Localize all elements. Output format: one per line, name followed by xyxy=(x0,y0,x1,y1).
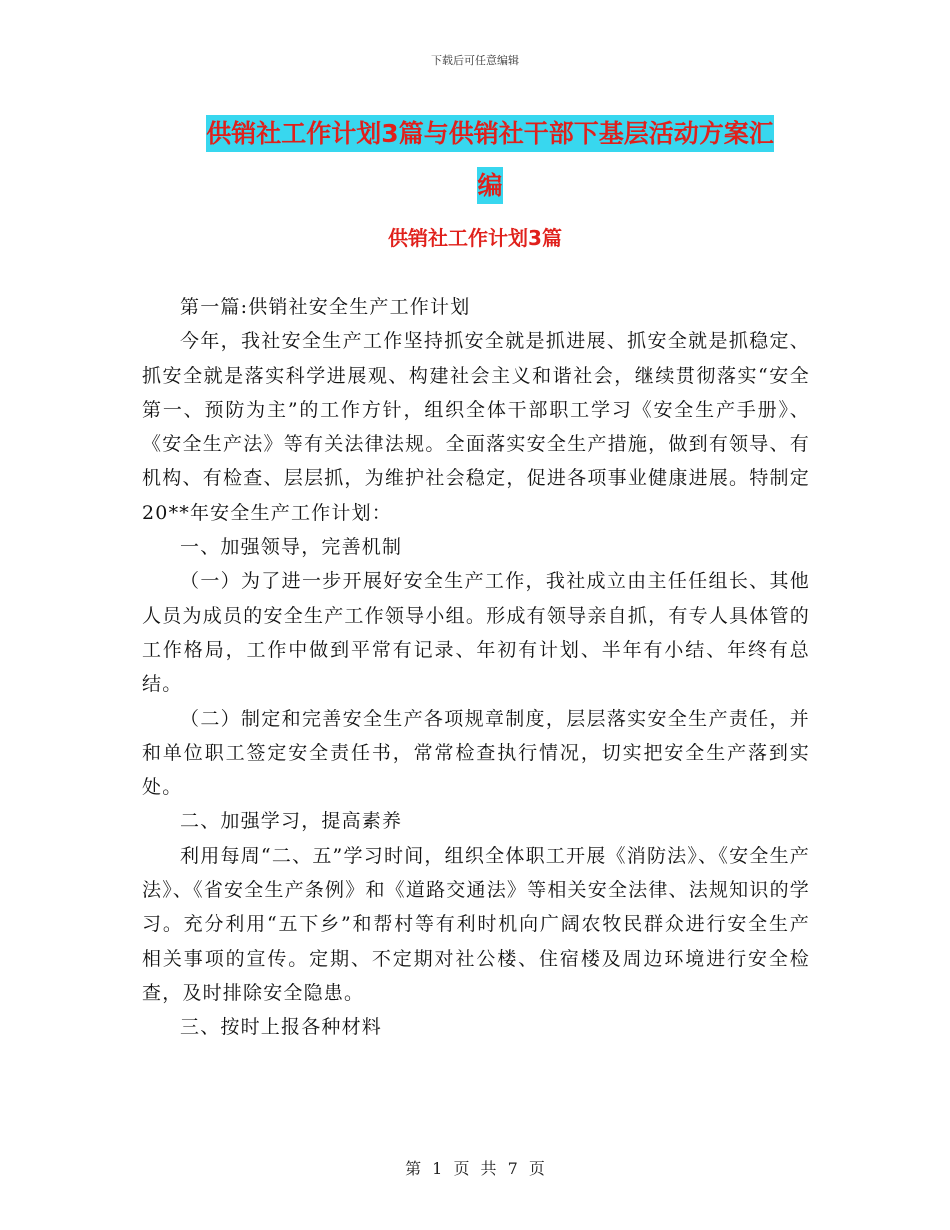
paragraph: 三、按时上报各种材料 xyxy=(180,1016,383,1039)
document-title xyxy=(140,108,840,212)
paragraph: 二、加强学习，提高素养 xyxy=(180,810,403,833)
page-footer: 第 1 页 共 7 页 xyxy=(405,1159,545,1178)
document-title-line-1: 供销社工作计划3篇与供销社干部下基层活动方案汇 xyxy=(206,115,773,152)
paragraph: 一、加强领导，完善机制 xyxy=(180,536,403,559)
paragraph: （二）制定和完善安全生产各项规章制度，层层落实安全生产责任，并和单位职工签定安全责任书，常常检查执行情况，切实把安全生产落到实处。 xyxy=(142,707,810,799)
paragraph: 今年，我社安全生产工作坚持抓安全就是抓进展、抓安全就是抓稳定、抓安全就是落实科学进展观、构建社会主义和谐社会，继续贯彻落实“安全第一、预防为主”的工作方针，组织全体干部职工学习《安全生产手册》、《安全生产法》等有关法律法规。全面落实安全生产措施，做到有领导、有机构、有检查、层层抓，为维护社会稳定，促进各项事业健康进展。特制定20**年安全生产工作计划： xyxy=(142,330,810,524)
paragraph: 第一篇:供销社安全生产工作计划 xyxy=(180,296,471,318)
paragraph: （一）为了进一步开展好安全生产工作，我社成立由主任任组长、其他人员为成员的安全生产工作领导小组。形成有领导亲自抓，有专人具体管的工作格局，工作中做到平常有记录、年初有计划、半年有小结、年终有总结。 xyxy=(142,570,810,696)
page-header: 下载后可任意编辑 xyxy=(431,54,519,67)
document-body xyxy=(142,290,810,1045)
document-title-line-2: 编 xyxy=(477,167,502,204)
section-title: 供销社工作计划3篇 xyxy=(388,226,562,250)
paragraph: 利用每周“二、五”学习时间，组织全体职工开展《消防法》、《安全生产法》、《省安全生产条例》和《道路交通法》等相关安全法律、法规知识的学习。充分利用“五下乡”和帮村等有利时机向广阔农牧民群众进行安全生产相关事项的宣传。定期、不定期对社公楼、住宿楼及周边环境进行安全检查，及时排除安全隐患。 xyxy=(142,844,810,1004)
